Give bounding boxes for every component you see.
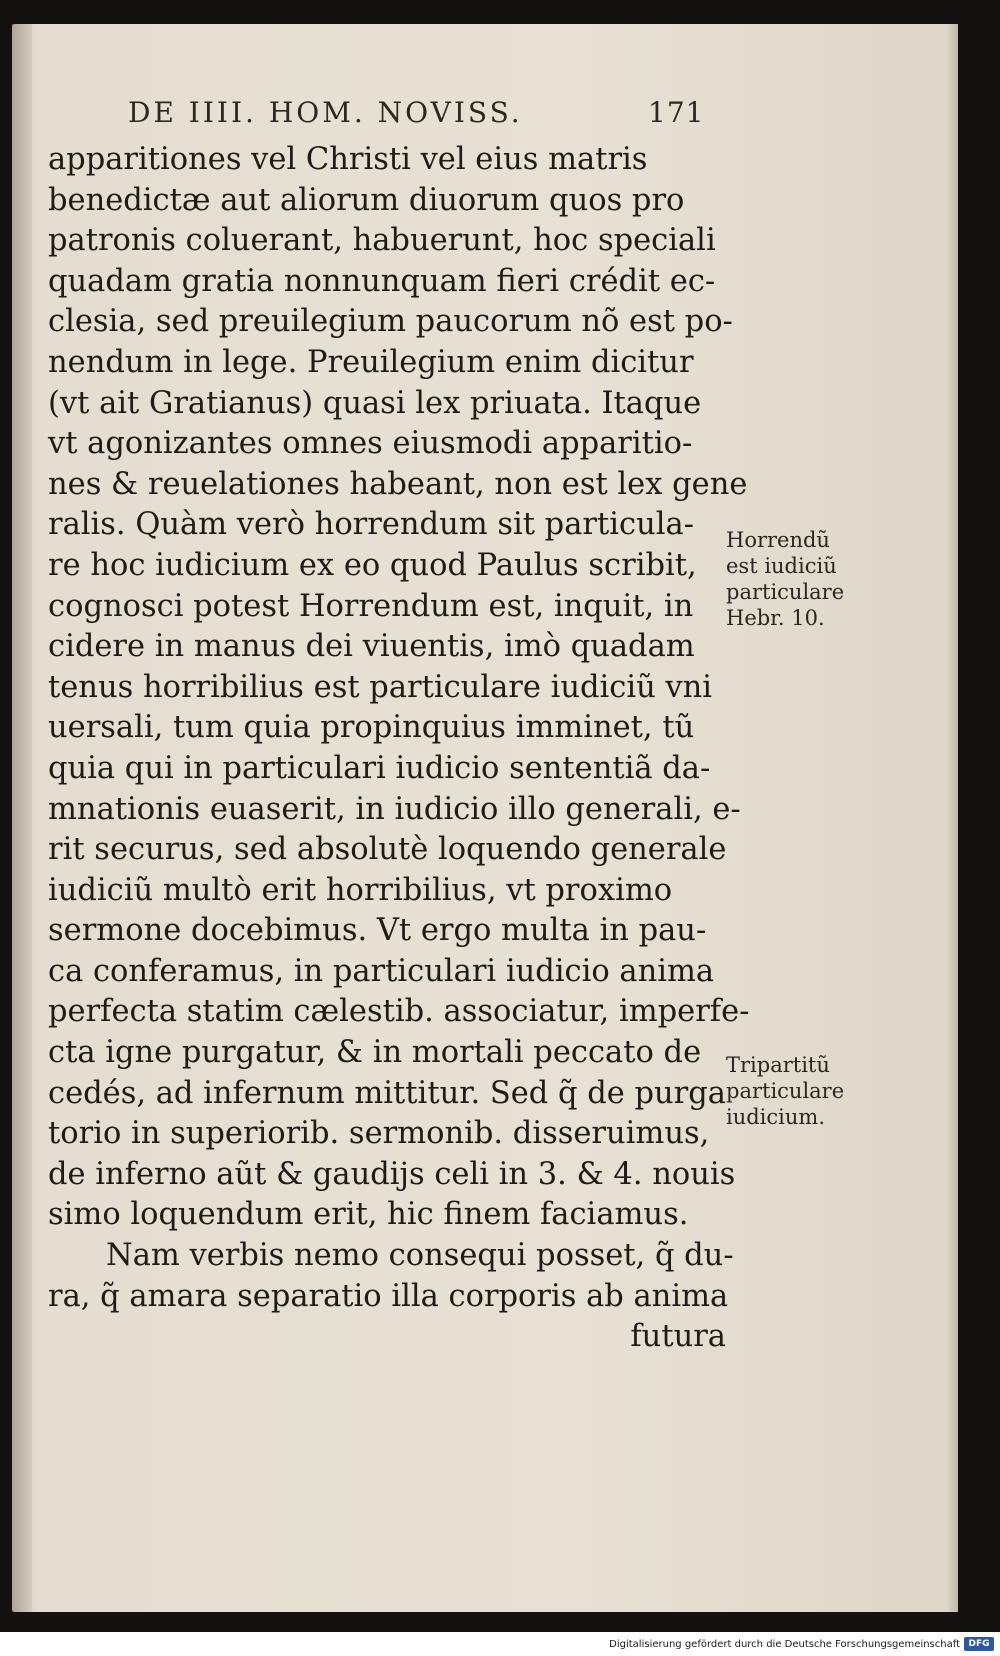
text-line: cognosci potest Horrendum est, inquit, in (48, 588, 694, 624)
text-line: quia qui in particulari iudicio sententiã da- (48, 750, 711, 786)
marginal-note-1 (726, 527, 844, 631)
text-line: sermone docebimus. Vt ergo multa in pau- (48, 913, 707, 949)
text-line: rit securus, sed absolutè loquendo generale (48, 832, 727, 868)
page-number: 171 (648, 96, 705, 129)
body-text (48, 140, 750, 1358)
text-line: (vt ait Gratianus) quasi lex priuata. Itaque (48, 385, 702, 421)
marginal-line: Horrendũ (726, 528, 830, 552)
marginal-line: iudicium. (726, 1105, 825, 1129)
text-line: simo loquendum erit, hic finem faciamus. (48, 1197, 689, 1233)
running-head-title: DE IIII. HOM. NOVISS. (128, 96, 523, 129)
text-line: quadam gratia nonnunquam fieri crédit ec- (48, 263, 716, 299)
marginal-line: est iudiciũ (726, 554, 837, 578)
text-line: nes & reuelationes habeant, non est lex gene (48, 466, 748, 502)
text-line: de inferno aũt & gaudijs celi in 3. & 4. nouis (48, 1156, 736, 1192)
marginal-note-2 (726, 1052, 844, 1130)
text-line: cedés, ad infernum mittitur. Sed q̃ de purga (48, 1075, 726, 1111)
text-line: nendum in lege. Preuilegium enim dicitur (48, 344, 694, 380)
text-line: apparitiones vel Christi vel eius matris (48, 142, 648, 177)
marginal-line: Tripartitũ (726, 1053, 830, 1077)
paragraph-first-line: Nam verbis nemo consequi posset, q̃ du- (106, 1238, 734, 1274)
text-line: vt agonizantes omnes eiusmodi apparitio- (48, 426, 693, 462)
text-line: ralis. Quàm verò horrendum sit particula- (48, 507, 694, 543)
text-line: iudiciũ multò erit horribilius, vt proximo (48, 872, 673, 908)
text-line: benedictæ aut aliorum diuorum quos pro (48, 182, 685, 218)
page-edge (948, 24, 958, 1612)
running-head (128, 96, 728, 129)
text-line: ra, q̃ amara separatio illa corporis ab anima (48, 1278, 729, 1314)
text-line: torio in superiorib. sermonib. disseruimus, (48, 1116, 710, 1152)
text-line: cidere in manus dei viuentis, imò quadam (48, 629, 695, 665)
dfg-logo: DFG (964, 1637, 994, 1651)
text-line: re hoc iudicium ex eo quod Paulus scribit, (48, 547, 697, 583)
marginal-line: particulare (726, 1079, 845, 1103)
text-line: cta igne purgatur, & in mortali peccato de (48, 1035, 702, 1071)
marginal-line: particulare (726, 580, 845, 604)
funding-credit: Digitalisierung gefördert durch die Deutsche Forschungsgemeinschaft (609, 1639, 960, 1650)
page-binding-shadow (12, 24, 32, 1612)
catchword: futura (630, 1319, 726, 1355)
text-line: mnationis euaserit, in iudicio illo generali, e- (48, 791, 741, 827)
text-line: uersali, tum quia propinquius imminet, tũ (48, 710, 695, 746)
text-line: patronis coluerant, habuerunt, hoc speciali (48, 223, 716, 259)
text-line: perfecta statim cælestib. associatur, imperfe- (48, 994, 750, 1030)
marginal-line: Hebr. 10. (726, 606, 825, 630)
text-line: ca conferamus, in particulari iudicio anima (48, 953, 715, 989)
text-line: tenus horribilius est particulare iudiciũ vni (48, 669, 713, 705)
text-line: clesia, sed preuilegium paucorum nõ est po- (48, 304, 733, 340)
